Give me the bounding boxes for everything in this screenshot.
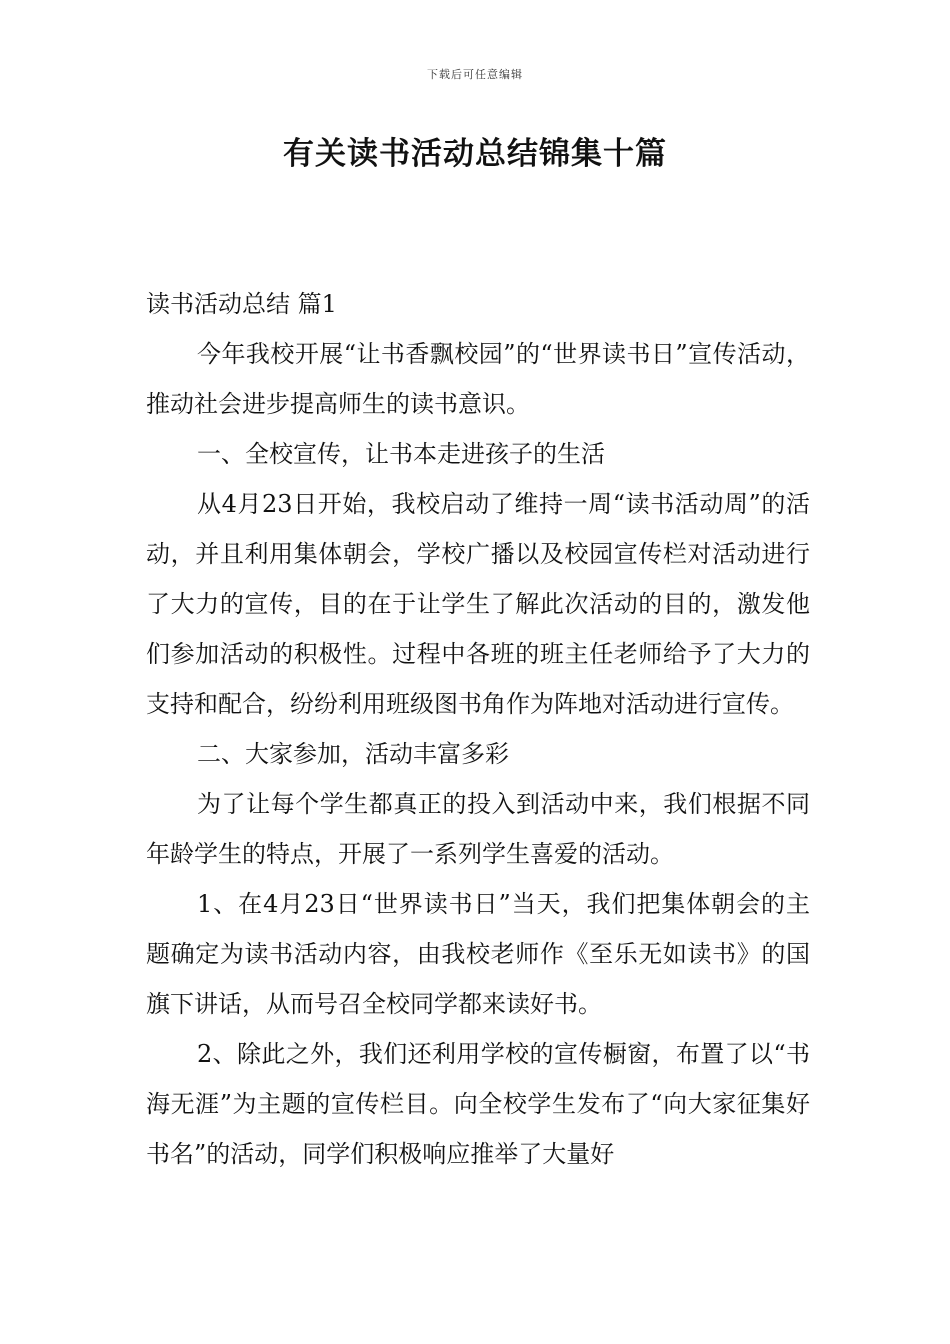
document-body <box>146 279 810 1179</box>
section-heading: 读书活动总结 篇1 <box>146 290 337 318</box>
paragraph-4: 1、在4月23日“世界读书日”当天，我们把集体朝会的主题确定为读书活动内容，由我校老师作《至乐无如读书》的国旗下讲话，从而号召全校同学都来读好书。 <box>146 890 810 1018</box>
paragraph-3: 为了让每个学生都真正的投入到活动中来，我们根据不同年龄学生的特点，开展了一系列学生喜爱的活动。 <box>146 790 810 868</box>
document-title: 有关读书活动总结锦集十篇 <box>283 136 667 172</box>
paragraph-2: 从4月23日开始，我校启动了维持一周“读书活动周”的活动，并且利用集体朝会，学校广播以及校园宣传栏对活动进行了大力的宣传，目的在于让学生了解此次活动的目的，激发他们参加活动的积极性。过程中各班的班主任老师给予了大力的支持和配合，纷纷利用班级图书角作为阵地对活动进行宣传。 <box>146 490 810 718</box>
header-note: 下载后可任意编辑 <box>427 68 523 81</box>
paragraph-1: 今年我校开展“让书香飘校园”的“世界读书日”宣传活动，推动社会进步提高师生的读书意识。 <box>146 340 810 418</box>
subheading-2: 二、大家参加，活动丰富多彩 <box>197 740 509 768</box>
subheading-1: 一、全校宣传，让书本走进孩子的生活 <box>197 440 605 468</box>
paragraph-5: 2、除此之外，我们还利用学校的宣传橱窗，布置了以“书海无涯”为主题的宣传栏目。向全校学生发布了“向大家征集好书名”的活动，同学们积极响应推举了大量好 <box>146 1040 810 1168</box>
